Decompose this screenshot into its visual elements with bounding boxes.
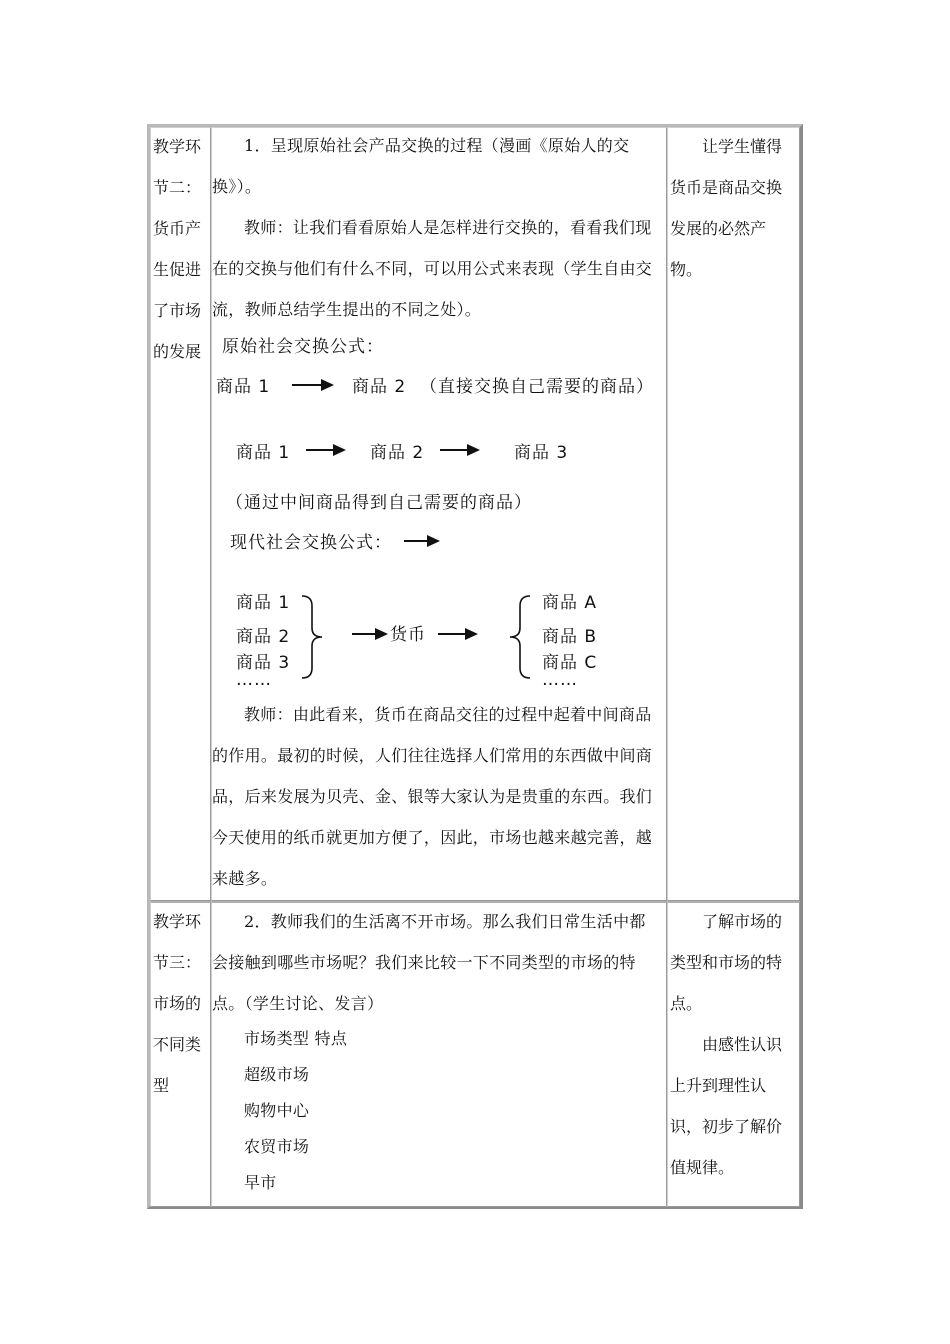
content-cell <box>211 127 667 901</box>
direct-exchange-note: （直接交换自己需要的商品） <box>420 377 654 397</box>
arrow-icon <box>306 449 344 451</box>
chain-goods-1: 商品 1 <box>236 443 291 463</box>
arrow-icon <box>440 449 478 451</box>
chain-goods-2: 商品 2 <box>370 443 425 463</box>
arrow-icon <box>438 633 476 635</box>
left-goods-3: 商品 3 <box>236 653 291 673</box>
purpose-note: 让学生懂得 货币是商品交换 发展的必然产 物。 <box>670 137 783 279</box>
paragraph-line: 品，后来发展为贝壳、金、银等大家认为是贵重的东西。我们 <box>212 787 653 806</box>
modern-formula-title: 现代社会交换公式： <box>230 533 392 553</box>
paragraph-line: 1．呈现原始社会产品交换的过程（漫画《原始人的交 <box>244 136 630 155</box>
paragraph-line: 教师：由此看来，货币在商品交往的过程中起着中间商品 <box>244 705 652 724</box>
left-goods-1: 商品 1 <box>236 593 291 613</box>
stage-cell <box>150 127 211 901</box>
list-item: 早市 <box>244 1173 277 1192</box>
arrow-icon <box>352 633 386 635</box>
paragraph-line: 流，教师总结学生提出的不同之处）。 <box>212 300 482 319</box>
paragraph-line: 2．教师我们的生活离不开市场。那么我们日常生活中都 <box>244 912 646 931</box>
paragraph-line: 换》）。 <box>212 177 262 196</box>
lesson-table <box>147 124 803 1209</box>
arrow-icon <box>292 384 332 386</box>
right-goods-more: …… <box>542 670 578 690</box>
arrow-icon <box>404 540 438 542</box>
paragraph-line: 今天使用的纸币就更加方便了，因此，市场也越来越完善，越 <box>212 828 653 847</box>
primitive-formula-title: 原始社会交换公式： <box>222 337 384 357</box>
market-list-header: 市场类型 特点 <box>244 1029 348 1048</box>
paragraph-line: 点。（学生讨论、发言） <box>212 994 384 1013</box>
left-brace-icon <box>504 594 534 680</box>
direct-goods-b: 商品 2 <box>352 377 407 397</box>
list-item: 农贸市场 <box>244 1137 310 1156</box>
paragraph-line: 的作用。最初的时候，人们往往选择人们常用的东西做中间商 <box>212 746 653 765</box>
paragraph-line: 会接触到哪些市场呢？我们来比较一下不同类型的市场的特 <box>212 953 636 972</box>
content-cell <box>211 901 667 1207</box>
purpose-cell <box>667 127 800 901</box>
table-row-stage-3 <box>150 901 800 1207</box>
purpose-cell <box>667 901 800 1207</box>
purpose-note: 了解市场的 类型和市场的特 点。 由感性认识 上升到理性认 识，初步了解价 值规律。 <box>670 912 783 1177</box>
left-goods-more: …… <box>236 670 272 690</box>
stage-label: 教学环 节三： 市场的 不同类 型 <box>153 912 202 1095</box>
paragraph-line: 来越多。 <box>212 869 278 888</box>
list-item: 购物中心 <box>244 1101 310 1120</box>
list-item: 超级市场 <box>244 1065 310 1084</box>
chain-goods-3: 商品 3 <box>514 443 569 463</box>
stage-label: 教学环 节二： 货币产 生促进 了市场 的发展 <box>153 137 202 361</box>
right-brace-icon <box>298 594 328 680</box>
paragraph-line: 教师：让我们看看原始人是怎样进行交换的，看看我们现 <box>244 218 652 237</box>
right-goods-b: 商品 B <box>542 627 598 647</box>
right-goods-c: 商品 C <box>542 653 598 673</box>
stage-cell <box>150 901 211 1207</box>
right-goods-a: 商品 A <box>542 593 598 613</box>
direct-goods-a: 商品 1 <box>216 377 271 397</box>
indirect-exchange-note: （通过中间商品得到自己需要的商品） <box>226 493 532 513</box>
money-label: 货币 <box>390 625 426 645</box>
paragraph-line: 在的交换与他们有什么不同，可以用公式来表现（学生自由交 <box>212 259 653 278</box>
left-goods-2: 商品 2 <box>236 627 291 647</box>
table-row-stage-2 <box>150 127 800 901</box>
